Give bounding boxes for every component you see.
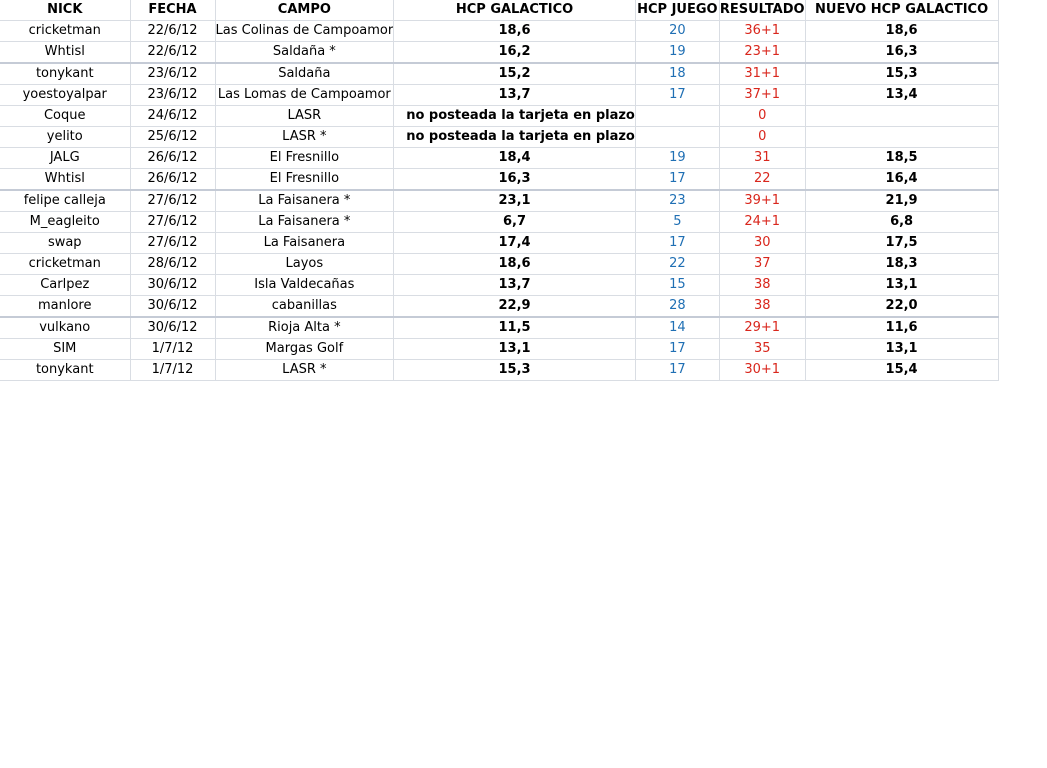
cell-nick[interactable]: swap bbox=[0, 233, 130, 254]
cell-hcp-galactico[interactable]: 15,2 bbox=[394, 63, 636, 85]
cell-nick[interactable]: tonykant bbox=[0, 360, 130, 381]
cell-hcp-juego[interactable] bbox=[635, 106, 719, 127]
cell-fecha[interactable]: 30/6/12 bbox=[130, 275, 215, 296]
cell-hcp-juego[interactable]: 5 bbox=[635, 212, 719, 233]
cell-hcp-juego[interactable]: 23 bbox=[635, 190, 719, 212]
cell-fecha[interactable]: 1/7/12 bbox=[130, 339, 215, 360]
table-row bbox=[0, 275, 998, 296]
cell-nuevo-hcp[interactable]: 11,6 bbox=[805, 317, 998, 339]
table-row bbox=[0, 212, 998, 233]
cell-hcp-juego[interactable] bbox=[635, 127, 719, 148]
cell-resultado[interactable]: 36+1 bbox=[719, 21, 805, 42]
cell-resultado[interactable]: 37+1 bbox=[719, 85, 805, 106]
header-row bbox=[0, 0, 998, 21]
cell-resultado[interactable]: 31 bbox=[719, 148, 805, 169]
cell-hcp-galactico[interactable]: 15,3 bbox=[394, 360, 636, 381]
cell-campo[interactable]: Isla Valdecañas bbox=[215, 275, 394, 296]
cell-campo[interactable]: cabanillas bbox=[215, 296, 394, 318]
cell-resultado[interactable]: 30 bbox=[719, 233, 805, 254]
table-row bbox=[0, 169, 998, 191]
table-row bbox=[0, 21, 998, 42]
cell-nuevo-hcp[interactable]: 13,1 bbox=[805, 339, 998, 360]
cell-resultado[interactable]: 38 bbox=[719, 275, 805, 296]
header-fecha[interactable]: FECHA bbox=[130, 0, 215, 21]
cell-hcp-juego[interactable]: 17 bbox=[635, 169, 719, 191]
cell-campo[interactable]: Rioja Alta * bbox=[215, 317, 394, 339]
cell-fecha[interactable]: 27/6/12 bbox=[130, 190, 215, 212]
cell-fecha[interactable]: 27/6/12 bbox=[130, 212, 215, 233]
cell-note[interactable]: no posteada la tarjeta en plazo bbox=[394, 106, 636, 127]
cell-hcp-galactico[interactable]: 17,4 bbox=[394, 233, 636, 254]
cell-resultado[interactable]: 37 bbox=[719, 254, 805, 275]
header-campo[interactable]: CAMPO bbox=[215, 0, 394, 21]
cell-hcp-galactico[interactable]: 6,7 bbox=[394, 212, 636, 233]
cell-nuevo-hcp[interactable]: 18,6 bbox=[805, 21, 998, 42]
table-row bbox=[0, 127, 998, 148]
cell-nick[interactable]: cricketman bbox=[0, 21, 130, 42]
cell-nick[interactable]: SIM bbox=[0, 339, 130, 360]
cell-nick[interactable]: Whtisl bbox=[0, 42, 130, 64]
cell-fecha[interactable]: 28/6/12 bbox=[130, 254, 215, 275]
cell-resultado[interactable]: 0 bbox=[719, 106, 805, 127]
cell-nick[interactable]: Carlpez bbox=[0, 275, 130, 296]
cell-hcp-juego[interactable]: 17 bbox=[635, 85, 719, 106]
cell-nick[interactable]: JALG bbox=[0, 148, 130, 169]
cell-hcp-galactico[interactable]: 18,6 bbox=[394, 21, 636, 42]
results-table bbox=[0, 0, 999, 381]
cell-hcp-juego[interactable]: 18 bbox=[635, 63, 719, 85]
cell-hcp-juego[interactable]: 19 bbox=[635, 42, 719, 64]
cell-hcp-galactico[interactable]: 13,7 bbox=[394, 275, 636, 296]
cell-fecha[interactable]: 25/6/12 bbox=[130, 127, 215, 148]
cell-resultado[interactable]: 31+1 bbox=[719, 63, 805, 85]
cell-campo[interactable]: La Faisanera bbox=[215, 233, 394, 254]
cell-fecha[interactable]: 30/6/12 bbox=[130, 317, 215, 339]
cell-campo[interactable]: LASR * bbox=[215, 360, 394, 381]
cell-fecha[interactable]: 24/6/12 bbox=[130, 106, 215, 127]
header-resultado[interactable]: RESULTADO bbox=[719, 0, 805, 21]
cell-nick[interactable]: cricketman bbox=[0, 254, 130, 275]
cell-campo[interactable]: La Faisanera * bbox=[215, 212, 394, 233]
cell-hcp-juego[interactable]: 17 bbox=[635, 233, 719, 254]
cell-fecha[interactable]: 26/6/12 bbox=[130, 148, 215, 169]
table-row bbox=[0, 339, 998, 360]
table-row bbox=[0, 148, 998, 169]
cell-nuevo-hcp[interactable]: 6,8 bbox=[805, 212, 998, 233]
header-nuevo-hcp[interactable]: NUEVO HCP GALACTICO bbox=[805, 0, 998, 21]
table-row bbox=[0, 360, 998, 381]
cell-nick[interactable]: vulkano bbox=[0, 317, 130, 339]
table-row bbox=[0, 42, 998, 64]
cell-campo[interactable]: LASR * bbox=[215, 127, 394, 148]
cell-nuevo-hcp[interactable]: 15,4 bbox=[805, 360, 998, 381]
cell-campo[interactable]: La Faisanera * bbox=[215, 190, 394, 212]
header-hcp-juego[interactable]: HCP JUEGO bbox=[635, 0, 719, 21]
table-row bbox=[0, 317, 998, 339]
cell-nuevo-hcp[interactable] bbox=[805, 127, 998, 148]
cell-resultado[interactable]: 22 bbox=[719, 169, 805, 191]
cell-hcp-galactico[interactable]: 16,3 bbox=[394, 169, 636, 191]
cell-hcp-juego[interactable]: 28 bbox=[635, 296, 719, 318]
cell-nuevo-hcp[interactable]: 16,4 bbox=[805, 169, 998, 191]
cell-fecha[interactable]: 30/6/12 bbox=[130, 296, 215, 318]
cell-hcp-galactico[interactable]: 18,4 bbox=[394, 148, 636, 169]
table-row bbox=[0, 106, 998, 127]
cell-hcp-galactico[interactable]: 13,7 bbox=[394, 85, 636, 106]
cell-nuevo-hcp[interactable]: 15,3 bbox=[805, 63, 998, 85]
header-nick[interactable]: NICK bbox=[0, 0, 130, 21]
cell-fecha[interactable]: 26/6/12 bbox=[130, 169, 215, 191]
cell-fecha[interactable]: 27/6/12 bbox=[130, 233, 215, 254]
cell-nick[interactable]: yoestoyalpar bbox=[0, 85, 130, 106]
cell-nick[interactable]: Whtisl bbox=[0, 169, 130, 191]
cell-campo[interactable]: Las Lomas de Campoamor bbox=[215, 85, 394, 106]
cell-nuevo-hcp[interactable]: 22,0 bbox=[805, 296, 998, 318]
cell-nuevo-hcp[interactable]: 18,5 bbox=[805, 148, 998, 169]
cell-fecha[interactable]: 22/6/12 bbox=[130, 42, 215, 64]
cell-hcp-galactico[interactable]: 18,6 bbox=[394, 254, 636, 275]
cell-nick[interactable]: manlore bbox=[0, 296, 130, 318]
cell-hcp-juego[interactable]: 14 bbox=[635, 317, 719, 339]
cell-hcp-juego[interactable]: 15 bbox=[635, 275, 719, 296]
cell-resultado[interactable]: 24+1 bbox=[719, 212, 805, 233]
cell-hcp-juego[interactable]: 20 bbox=[635, 21, 719, 42]
cell-resultado[interactable]: 23+1 bbox=[719, 42, 805, 64]
cell-nuevo-hcp[interactable] bbox=[805, 106, 998, 127]
cell-resultado[interactable]: 35 bbox=[719, 339, 805, 360]
cell-hcp-galactico[interactable]: 23,1 bbox=[394, 190, 636, 212]
header-hcp-galactico[interactable]: HCP GALACTICO bbox=[394, 0, 636, 21]
cell-hcp-galactico[interactable]: 11,5 bbox=[394, 317, 636, 339]
table-row bbox=[0, 233, 998, 254]
cell-fecha[interactable]: 1/7/12 bbox=[130, 360, 215, 381]
cell-hcp-galactico[interactable]: 16,2 bbox=[394, 42, 636, 64]
cell-nuevo-hcp[interactable]: 18,3 bbox=[805, 254, 998, 275]
cell-campo[interactable]: LASR bbox=[215, 106, 394, 127]
cell-campo[interactable]: Saldaña * bbox=[215, 42, 394, 64]
cell-campo[interactable]: Layos bbox=[215, 254, 394, 275]
cell-campo[interactable]: El Fresnillo bbox=[215, 148, 394, 169]
cell-hcp-juego[interactable]: 17 bbox=[635, 339, 719, 360]
cell-resultado[interactable]: 0 bbox=[719, 127, 805, 148]
cell-nuevo-hcp[interactable]: 21,9 bbox=[805, 190, 998, 212]
table-row bbox=[0, 85, 998, 106]
cell-nuevo-hcp[interactable]: 16,3 bbox=[805, 42, 998, 64]
cell-campo[interactable]: Margas Golf bbox=[215, 339, 394, 360]
cell-note[interactable]: no posteada la tarjeta en plazo bbox=[394, 127, 636, 148]
cell-nick[interactable]: M_eagleito bbox=[0, 212, 130, 233]
table-row bbox=[0, 296, 998, 318]
table-row bbox=[0, 254, 998, 275]
cell-fecha[interactable]: 23/6/12 bbox=[130, 63, 215, 85]
cell-nuevo-hcp[interactable]: 13,1 bbox=[805, 275, 998, 296]
cell-fecha[interactable]: 22/6/12 bbox=[130, 21, 215, 42]
cell-resultado[interactable]: 29+1 bbox=[719, 317, 805, 339]
cell-resultado[interactable]: 39+1 bbox=[719, 190, 805, 212]
cell-nick[interactable]: Coque bbox=[0, 106, 130, 127]
table-row bbox=[0, 63, 998, 85]
cell-nuevo-hcp[interactable]: 17,5 bbox=[805, 233, 998, 254]
cell-nick[interactable]: felipe calleja bbox=[0, 190, 130, 212]
cell-hcp-juego[interactable]: 17 bbox=[635, 360, 719, 381]
cell-fecha[interactable]: 23/6/12 bbox=[130, 85, 215, 106]
cell-hcp-galactico[interactable]: 22,9 bbox=[394, 296, 636, 318]
cell-nuevo-hcp[interactable]: 13,4 bbox=[805, 85, 998, 106]
cell-hcp-galactico[interactable]: 13,1 bbox=[394, 339, 636, 360]
table-row bbox=[0, 190, 998, 212]
cell-resultado[interactable]: 30+1 bbox=[719, 360, 805, 381]
cell-campo[interactable]: El Fresnillo bbox=[215, 169, 394, 191]
cell-campo[interactable]: Las Colinas de Campoamor bbox=[215, 21, 394, 42]
cell-resultado[interactable]: 38 bbox=[719, 296, 805, 318]
cell-nick[interactable]: tonykant bbox=[0, 63, 130, 85]
cell-campo[interactable]: Saldaña bbox=[215, 63, 394, 85]
cell-hcp-juego[interactable]: 22 bbox=[635, 254, 719, 275]
cell-hcp-juego[interactable]: 19 bbox=[635, 148, 719, 169]
cell-nick[interactable]: yelito bbox=[0, 127, 130, 148]
